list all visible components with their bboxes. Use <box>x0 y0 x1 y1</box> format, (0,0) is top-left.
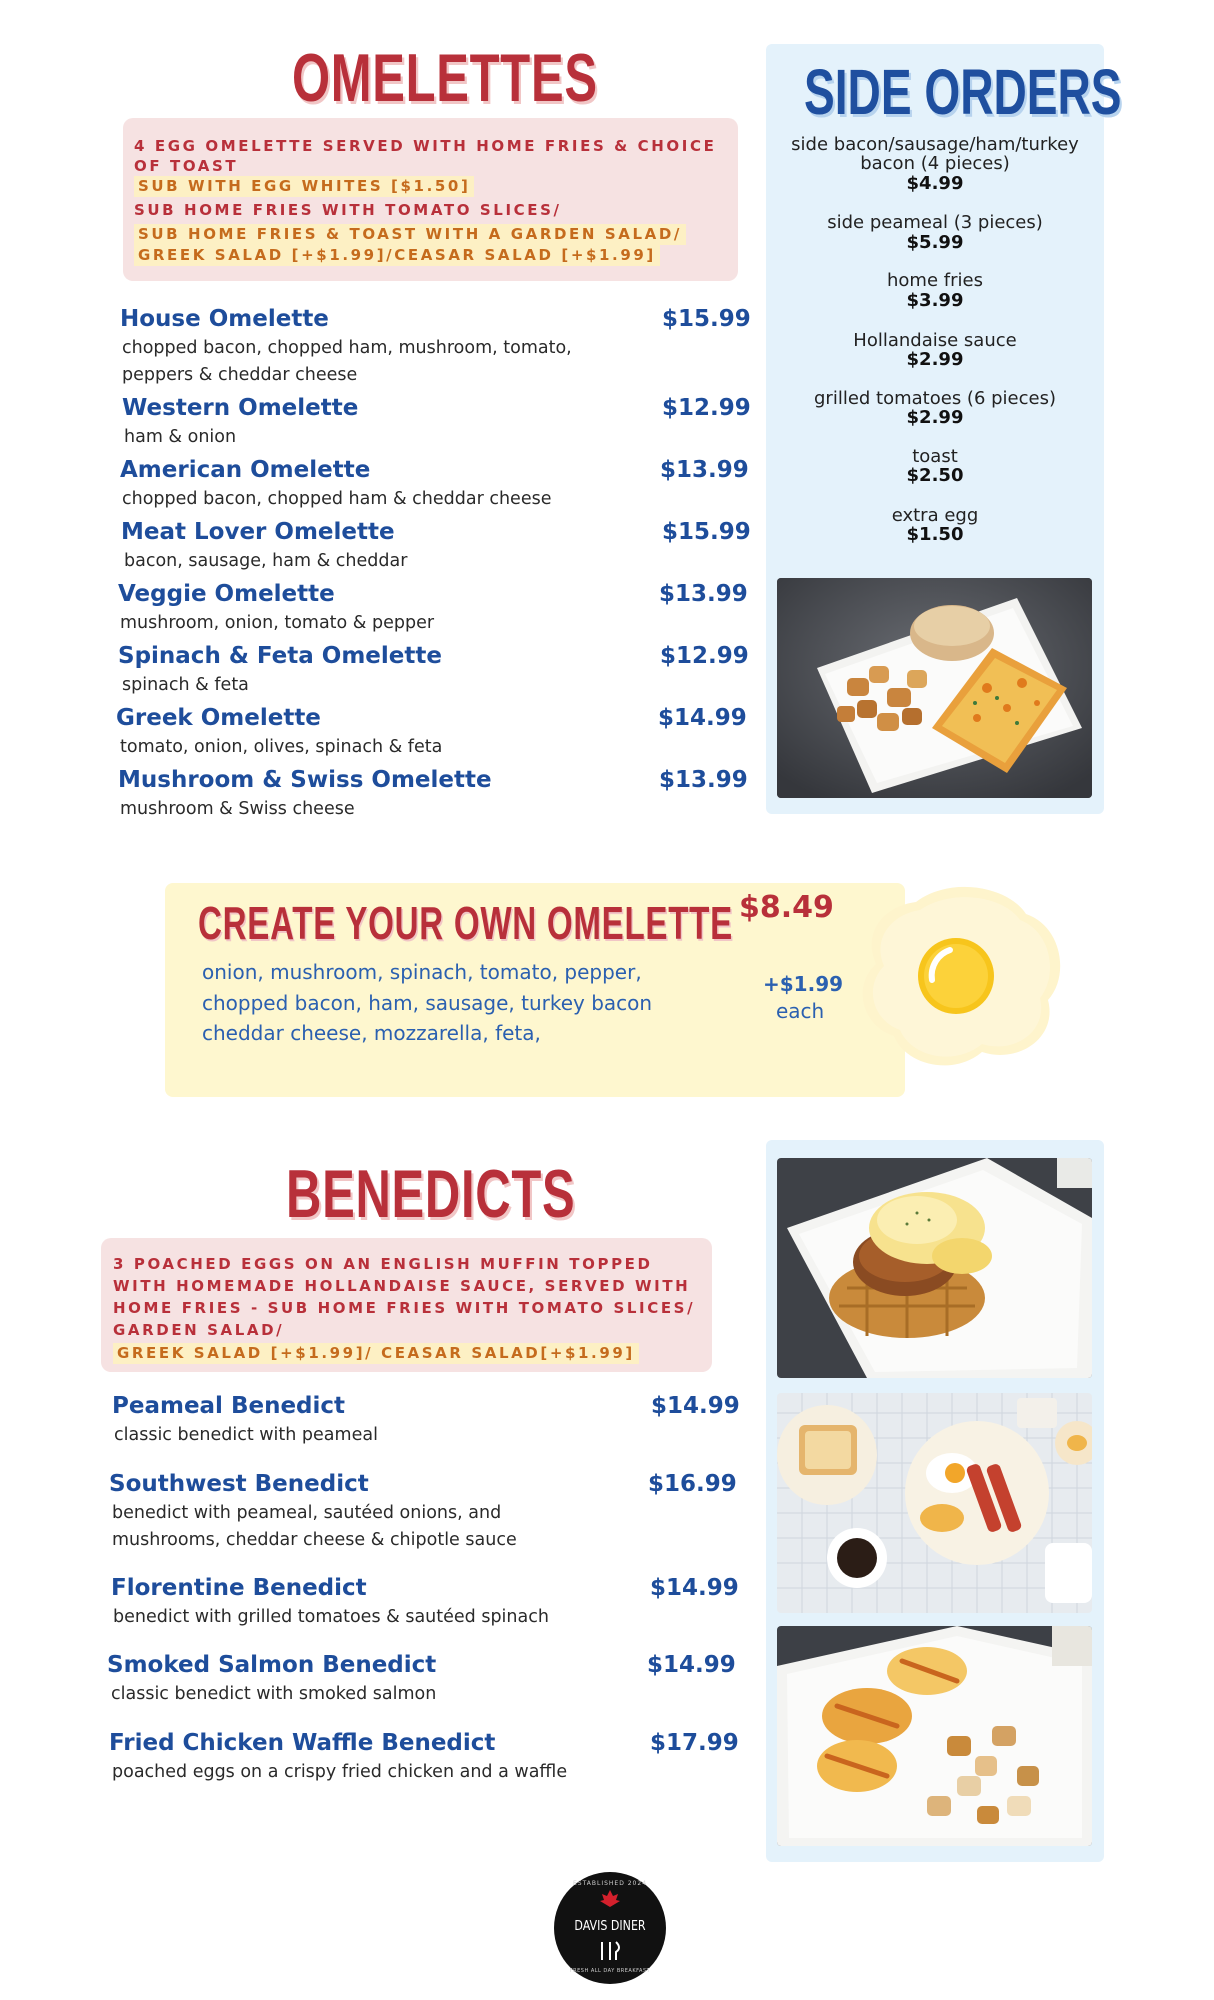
menu-item-name: Veggie Omelette <box>118 581 335 607</box>
menu-item-price: $15.99 <box>662 306 751 332</box>
side-item-name: side bacon/sausage/ham/turkey bacon (4 pieces) <box>791 134 1079 174</box>
menu-item-name: Southwest Benedict <box>109 1471 369 1497</box>
fried-egg-illustration <box>858 880 1064 1074</box>
menu-item-name: Mushroom & Swiss Omelette <box>118 767 492 793</box>
logo-top-text: ESTABLISHED 2024 <box>572 1880 648 1887</box>
menu-item-name: American Omelette <box>120 457 371 483</box>
side-item-name: grilled tomatoes (6 pieces) <box>814 388 1056 409</box>
benedicts-note-line: GARDEN SALAD/ <box>113 1321 285 1339</box>
logo-bottom-text: FRESH ALL DAY BREAKFAST <box>569 1968 651 1974</box>
omelettes-note-line: OF TOAST <box>134 157 239 175</box>
menu-item-name: House Omelette <box>120 306 329 332</box>
menu-item-name: Peameal Benedict <box>112 1393 346 1419</box>
benedict-home-fries-photo <box>777 1626 1092 1846</box>
menu-item-name: Meat Lover Omelette <box>121 519 395 545</box>
side-item-price: $4.99 <box>906 173 964 194</box>
menu-item-price: $14.99 <box>658 705 747 731</box>
menu-item-price: $14.99 <box>651 1393 740 1419</box>
side-item-name: toast <box>912 446 958 467</box>
menu-item-price: $15.99 <box>662 519 751 545</box>
menu-item-desc: benedict with peameal, sautéed onions, and mushrooms, cheddar cheese & chipotle sauce <box>112 1503 517 1550</box>
side-item-price: $3.99 <box>906 290 964 311</box>
benedict-home-fries-image <box>777 1626 1092 1846</box>
chicken-waffle-image <box>777 1158 1092 1378</box>
benedicts-title: BENEDICTS <box>286 1156 576 1232</box>
menu-item-price: $12.99 <box>662 395 751 421</box>
create-your-own-ingredients: cheddar cheese, mozzarella, feta, <box>202 1021 541 1045</box>
omelettes-note-line: SUB HOME FRIES & TOAST WITH A GARDEN SALAD/ <box>134 224 686 245</box>
menu-item-price: $17.99 <box>650 1730 739 1756</box>
create-your-own-title: CREATE YOUR OWN OMELETTE <box>198 897 733 949</box>
side-item-name: Hollandaise sauce <box>853 330 1017 351</box>
omelette-plate-image <box>777 578 1092 798</box>
menu-item-name: Florentine Benedict <box>111 1575 367 1601</box>
menu-item-desc: classic benedict with peameal <box>114 1425 378 1445</box>
benedicts-note-line: 3 POACHED EGGS ON AN ENGLISH MUFFIN TOPPED <box>113 1255 653 1273</box>
menu-item-desc: classic benedict with smoked salmon <box>111 1684 437 1704</box>
menu-item-desc: mushroom, onion, tomato & pepper <box>120 613 435 633</box>
omelettes-note-line: SUB WITH EGG WHITES [$1.50] <box>134 176 474 197</box>
create-your-own-ingredients: onion, mushroom, spinach, tomato, pepper, <box>202 960 642 984</box>
menu-item-desc: tomato, onion, olives, spinach & feta <box>120 737 443 757</box>
benedicts-note <box>101 1238 712 1372</box>
menu-item-desc: benedict with grilled tomatoes & sautéed spinach <box>113 1607 549 1627</box>
benedicts-note-line: WITH HOMEMADE HOLLANDAISE SAUCE, SERVED WITH <box>113 1277 691 1295</box>
breakfast-table-photo <box>777 1393 1092 1613</box>
omelettes-title: OMELETTES <box>292 40 598 116</box>
menu-item-desc: poached eggs on a crispy fried chicken and a waffle <box>112 1762 568 1782</box>
chicken-waffle-benedict-photo <box>777 1158 1092 1378</box>
menu-item-desc: bacon, sausage, ham & cheddar <box>124 551 408 571</box>
menu-item-name: Greek Omelette <box>116 705 321 731</box>
side-item-price: $2.99 <box>906 349 964 370</box>
menu-item-name: Smoked Salmon Benedict <box>107 1652 437 1678</box>
omelettes-note-line: 4 EGG OMELETTE SERVED WITH HOME FRIES & CHOICE <box>134 137 717 155</box>
menu-item-desc: chopped bacon, chopped ham & cheddar cheese <box>122 489 552 509</box>
menu-item-price: $14.99 <box>650 1575 739 1601</box>
maple-leaf-icon <box>600 1890 620 1907</box>
side-item-price: $2.50 <box>906 465 964 486</box>
menu-item-desc: ham & onion <box>124 427 237 447</box>
breakfast-table-image <box>777 1393 1092 1613</box>
cutlery-icon <box>602 1942 619 1960</box>
side-item-name: extra egg <box>891 505 979 526</box>
omelettes-note-line: SUB HOME FRIES WITH TOMATO SLICES/ <box>134 201 562 219</box>
davis-diner-logo <box>554 1872 666 1984</box>
omelettes-note <box>123 118 738 281</box>
create-your-own-ingredients: chopped bacon, ham, sausage, turkey bacon <box>202 991 653 1015</box>
menu-item-desc: spinach & feta <box>122 675 249 695</box>
menu-item-price: $12.99 <box>660 643 749 669</box>
logo-name: DAVIS DINER <box>574 1919 646 1934</box>
omelettes-note-line: GREEK SALAD [+$1.99]/CEASAR SALAD [+$1.99] <box>134 245 660 266</box>
menu-item-price: $14.99 <box>647 1652 736 1678</box>
menu-item-name: Western Omelette <box>122 395 359 421</box>
side-orders-title: SIDE ORDERS <box>804 56 1122 128</box>
menu-item-price: $13.99 <box>659 767 748 793</box>
addon-price: +$1.99 <box>763 972 844 996</box>
side-item-name: home fries <box>887 270 983 291</box>
benedicts-note-line: GREEK SALAD [+$1.99]/ CEASAR SALAD[+$1.99] <box>113 1343 639 1364</box>
menu-item-desc: chopped bacon, chopped ham, mushroom, tomato, peppers & cheddar cheese <box>122 338 572 385</box>
side-item-price: $2.99 <box>906 407 964 428</box>
menu-item-price: $13.99 <box>660 457 749 483</box>
side-item-price: $1.50 <box>906 524 964 545</box>
menu-item-desc: mushroom & Swiss cheese <box>120 799 355 819</box>
menu-item-name: Spinach & Feta Omelette <box>118 643 442 669</box>
side-item-name: side peameal (3 pieces) <box>827 212 1043 233</box>
menu-item-price: $13.99 <box>659 581 748 607</box>
omelette-plate-photo <box>777 578 1092 798</box>
create-your-own-price: $8.49 <box>739 890 834 925</box>
menu-item-price: $16.99 <box>648 1471 737 1497</box>
benedicts-note-line: HOME FRIES - SUB HOME FRIES WITH TOMATO SLICES/ <box>113 1299 696 1317</box>
side-item-price: $5.99 <box>906 232 964 253</box>
menu-item-name: Fried Chicken Waffle Benedict <box>109 1730 496 1756</box>
addon-unit: each <box>776 999 825 1023</box>
